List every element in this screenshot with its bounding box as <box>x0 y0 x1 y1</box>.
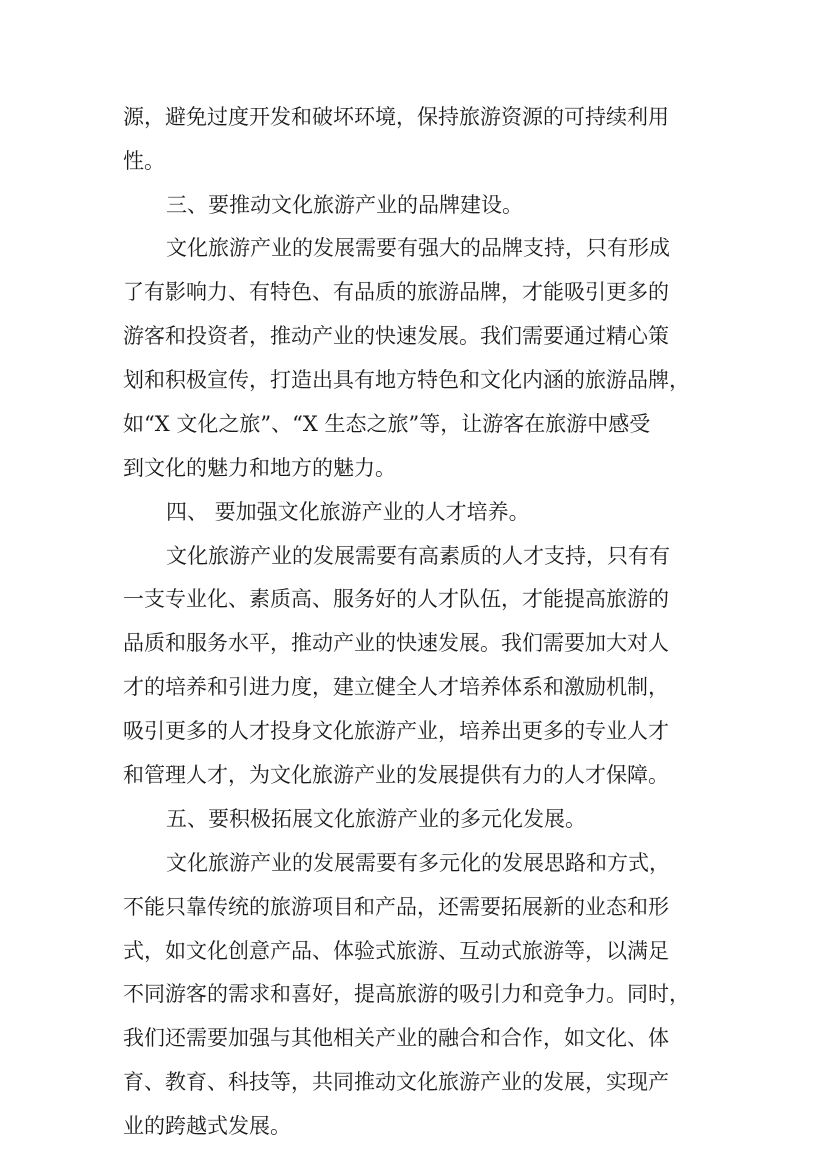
text-line: 文化旅游产业的发展需要有多元化的发展思路和方式， <box>166 851 670 875</box>
text-line: 吸引更多的人才投身文化旅游产业，培养出更多的专业人才 <box>123 719 669 743</box>
text-line: 游客和投资者，推动产业的快速发展。我们需要通过精心策 <box>123 324 669 348</box>
text-line: 性。 <box>123 149 165 173</box>
text-line: 才的培养和引进力度，建立健全人才培养体系和激励机制， <box>123 675 669 699</box>
text-line: 源，避免过度开发和破坏环境，保持旅游资源的可持续利用 <box>123 105 669 129</box>
text-line: 和管理人才，为文化旅游产业的发展提供有力的人才保障。 <box>123 763 669 787</box>
text-line: 育、教育、科技等，共同推动文化旅游产业的发展，实现产 <box>123 1070 669 1094</box>
text-line: 不同游客的需求和喜好，提高旅游的吸引力和竞争力。同时， <box>123 982 690 1006</box>
text-line: 品质和服务水平，推动产业的快速发展。我们需要加大对人 <box>123 631 669 655</box>
text-line: 文化旅游产业的发展需要有高素质的人才支持，只有有 <box>166 544 670 568</box>
text-line: 划和积极宣传，打造出具有地方特色和文化内涵的旅游品牌， <box>123 368 690 392</box>
section-heading-3: 三、要推动文化旅游产业的品牌建设。 <box>166 193 523 217</box>
text-line: 到文化的魅力和地方的魅力。 <box>123 456 396 480</box>
text-line: 如“X 文化之旅”、“X 生态之旅”等，让游客在旅游中感受 <box>123 412 651 436</box>
text-line: 一支专业化、素质高、服务好的人才队伍，才能提高旅游的 <box>123 587 669 611</box>
text-line: 文化旅游产业的发展需要有强大的品牌支持，只有形成 <box>166 236 670 260</box>
text-line: 式，如文化创意产品、体验式旅游、互动式旅游等，以满足 <box>123 939 669 963</box>
section-heading-5: 五、要积极拓展文化旅游产业的多元化发展。 <box>166 807 586 831</box>
section-heading-4: 四、 要加强文化旅游产业的人才培养。 <box>166 500 530 524</box>
text-line: 业的跨越式发展。 <box>123 1114 291 1138</box>
text-line: 了有影响力、有特色、有品质的旅游品牌，才能吸引更多的 <box>123 280 669 304</box>
text-line: 我们还需要加强与其他相关产业的融合和合作，如文化、体 <box>123 1026 669 1050</box>
text-line: 不能只靠传统的旅游项目和产品，还需要拓展新的业态和形 <box>123 895 669 919</box>
